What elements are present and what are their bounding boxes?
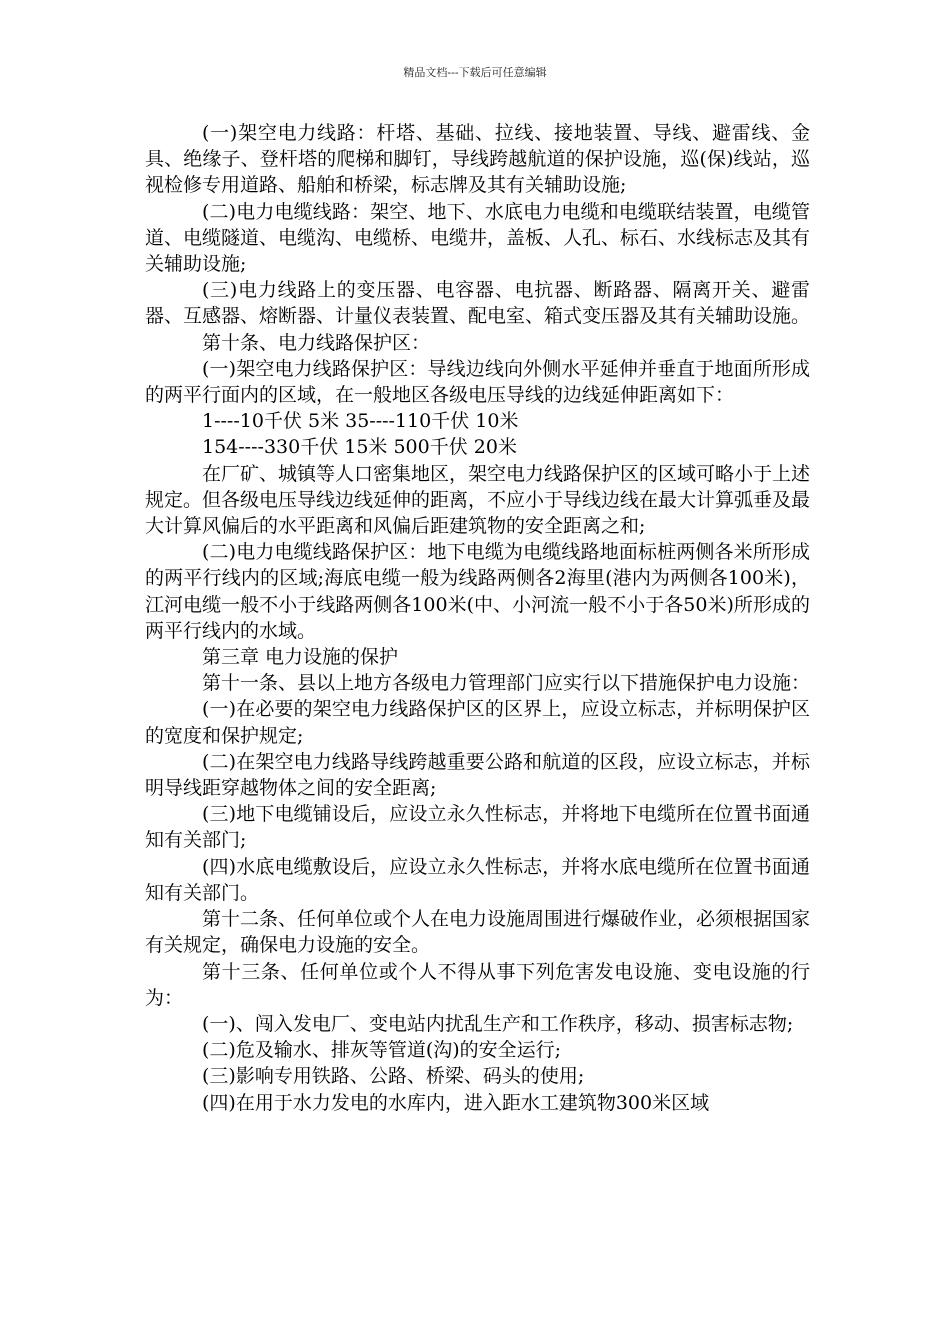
distance-row: 1----10千伏 5米 35----110千伏 10米 — [202, 410, 519, 433]
paragraph: 第十二条、任何单位或个人在电力设施周围进行爆破作业，必须根据国家有关规定，确保电力设施的安全。 — [145, 908, 811, 957]
paragraph: 第十一条、县以上地方各级电力管理部门应实行以下措施保护电力设施： — [202, 672, 811, 695]
paragraph: 在厂矿、城镇等人口密集地区，架空电力线路保护区的区域可略小于上述规定。但各级电压导线边线延伸的距离，不应小于导线边线在最大计算弧垂及最大计算风偏后的水平距离和风偏后距建筑物的安全距离之和; — [145, 462, 811, 538]
paragraph: (二)危及输水、排灰等管道(沟)的安全运行; — [202, 1039, 562, 1062]
paragraph: (四)水底电缆敷设后，应设立永久性标志，并将水底电缆所在位置书面通知有关部门。 — [145, 855, 810, 904]
paragraph: (二)电力电缆线路保护区：地下电缆为电缆线路地面标桩两侧各米所形成的两平行线内的区域;海底电缆一般为线路两侧各2海里(港内为两侧各100米)，江河电缆一般不小于线路两侧各100米(中、小河流一般不小于各50米)所形成的两平行线内的水域。 — [145, 541, 810, 642]
paragraph: 第十三条、任何单位或个人不得从事下列危害发电设施、变电设施的行为： — [145, 960, 810, 1009]
paragraph: (一)架空电力线路：杆塔、基础、拉线、接地装置、导线、避雷线、金具、绝缘子、登杆塔的爬梯和脚钉，导线跨越航道的保护设施，巡(保)线站，巡视检修专用道路、船舶和桥梁，标志牌及其有关辅助设施; — [145, 122, 810, 197]
paragraph: (一)、闯入发电厂、变电站内扰乱生产和工作秩序，移动、损害标志物; — [202, 1012, 794, 1035]
distance-row: 154----330千伏 15米 500千伏 20米 — [202, 436, 517, 459]
paragraph: (二)电力电缆线路：架空、地下、水底电力电缆和电缆联结装置，电缆管道、电缆隧道、电缆沟、电缆桥、电缆井，盖板、人孔、标石、水线标志及其有关辅助设施; — [145, 200, 811, 276]
paragraph: (二)在架空电力线路导线跨越重要公路和航道的区段，应设立标志，并标明导线距穿越物体之间的安全距离; — [145, 750, 810, 800]
paragraph: (三)影响专用铁路、公路、桥梁、码头的使用; — [202, 1065, 585, 1088]
document-body — [145, 120, 810, 1116]
paragraph: (三)地下电缆铺设后，应设立永久性标志，并将地下电缆所在位置书面通知有关部门; — [145, 803, 810, 852]
paragraph: (三)电力线路上的变压器、电容器、电抗器、断路器、隔离开关、避雷器、互感器、熔断器、计量仪表装置、配电室、箱式变压器及其有关辅助设施。 — [145, 279, 811, 328]
section-heading: 第十条、电力线路保护区： — [202, 331, 431, 354]
paragraph: (一)架空电力线路保护区：导线边线向外侧水平延伸并垂直于地面所形成的两平行面内的区域，在一般地区各级电压导线的边线延伸距离如下： — [145, 357, 810, 407]
page-header: 精品文档---下载后可任意编辑 — [403, 66, 547, 79]
paragraph: (四)在用于水力发电的水库内，进入距水工建筑物300米区域 — [202, 1091, 710, 1114]
paragraph: (一)在必要的架空电力线路保护区的区界上，应设立标志，并标明保护区的宽度和保护规定; — [145, 698, 810, 747]
chapter-heading: 第三章 电力设施的保护 — [202, 646, 399, 669]
